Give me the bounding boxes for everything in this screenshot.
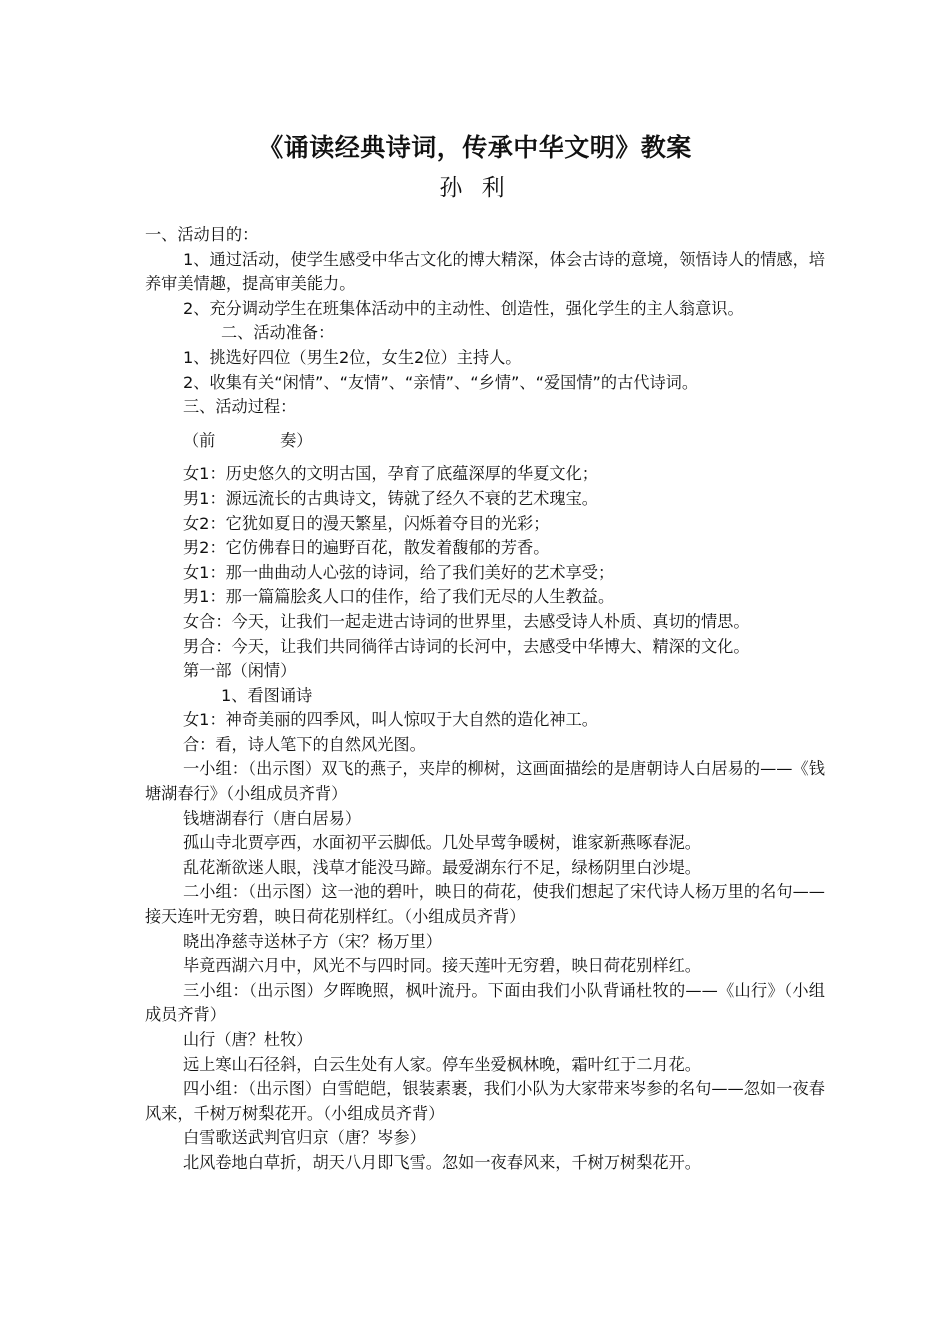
paragraph: 二小组：（出示图）这一池的碧叶，映日的荷花，使我们想起了宋代诗人杨万里的名句——接天连叶无穷碧，映日荷花别样红。（小组成员齐背） <box>145 882 825 927</box>
poem-line: 孤山寺北贾亭西，水面初平云脚低。几处早莺争暖树，谁家新燕啄春泥。 <box>183 833 701 853</box>
poem-line: 北风卷地白草折，胡天八月即飞雪。忽如一夜春风来，千树万树梨花开。 <box>183 1152 701 1172</box>
section-heading: 二、活动准备： <box>221 323 335 343</box>
poem-line: 毕竟西湖六月中，风光不与四时同。接天莲叶无穷碧，映日荷花别样红。 <box>183 956 701 976</box>
document-author: 孙 利 <box>439 175 511 201</box>
poem-title: 山行（唐？杜牧） <box>183 1030 313 1049</box>
poem-title: 白雪歌送武判官归京（唐？岑参） <box>183 1128 426 1148</box>
paragraph: 一小组：（出示图）双飞的燕子，夹岸的柳树，这画面描绘的是唐朝诗人白居易的——《钱塘湖春行》（小组成员齐背） <box>145 759 825 804</box>
poem-title: 钱塘湖春行（唐白居易） <box>183 808 362 828</box>
subheading: （前 奏） <box>183 430 313 450</box>
dialogue-line: 男2：它仿佛春日的遍野百花，散发着馥郁的芳香。 <box>183 538 550 558</box>
document-body <box>145 223 825 1176</box>
section-heading: 第一部（闲情） <box>183 661 297 681</box>
subheading: 1、看图诵诗 <box>221 685 313 705</box>
paragraph: 2、收集有关“闲情”、“友情”、“亲情”、“乡情”、“爱国情”的古代诗词。 <box>183 372 699 392</box>
section-heading: 三、活动过程： <box>183 397 297 417</box>
dialogue-line: 男1：那一篇篇脍炙人口的佳作，给了我们无尽的人生教益。 <box>183 587 615 607</box>
paragraph: 1、挑选好四位（男生2位，女生2位）主持人。 <box>183 347 522 367</box>
dialogue-line: 女2：它犹如夏日的漫天繁星，闪烁着夺目的光彩； <box>183 513 550 533</box>
poem-title: 晓出净慈寺送林子方（宋？杨万里） <box>183 931 442 951</box>
paragraph: 1、通过活动，使学生感受中华古文化的博大精深，体会古诗的意境，领悟诗人的情感，培养审美情趣，提高审美能力。 <box>145 249 825 294</box>
dialogue-line: 合：看，诗人笔下的自然风光图。 <box>183 734 426 754</box>
poem-line: 远上寒山石径斜，白云生处有人家。停车坐爱枫林晚，霜叶红于二月花。 <box>183 1054 701 1074</box>
dialogue-line: 女1：历史悠久的文明古国，孕育了底蕴深厚的华夏文化； <box>183 464 598 484</box>
dialogue-line: 男1：源远流长的古典诗文，铸就了经久不衰的艺术瑰宝。 <box>183 488 598 508</box>
paragraph: 2、充分调动学生在班集体活动中的主动性、创造性，强化学生的主人翁意识。 <box>183 298 744 318</box>
dialogue-line: 女合：今天，让我们一起走进古诗词的世界里，去感受诗人朴质、真切的情思。 <box>183 611 750 631</box>
paragraph: 三小组：（出示图）夕晖晚照，枫叶流丹。下面由我们小队背诵杜牧的——《山行》（小组成员齐背） <box>145 980 825 1025</box>
section-heading: 一、活动目的： <box>145 225 259 244</box>
document-title: 《诵读经典诗词，传承中华文明》教案 <box>258 133 692 162</box>
paragraph: 四小组：（出示图）白雪皑皑，银装素裹，我们小队为大家带来岑参的名句——忽如一夜春风来，千树万树梨花开。（小组成员齐背） <box>145 1079 825 1123</box>
dialogue-line: 女1：神奇美丽的四季风，叫人惊叹于大自然的造化神工。 <box>183 710 598 730</box>
poem-line: 乱花渐欲迷人眼，浅草才能没马蹄。最爱湖东行不足，绿杨阴里白沙堤。 <box>183 857 701 877</box>
dialogue-line: 女1：那一曲曲动人心弦的诗词，给了我们美好的艺术享受； <box>183 562 615 582</box>
dialogue-line: 男合：今天，让我们共同徜徉古诗词的长河中，去感受中华博大、精深的文化。 <box>183 636 750 656</box>
